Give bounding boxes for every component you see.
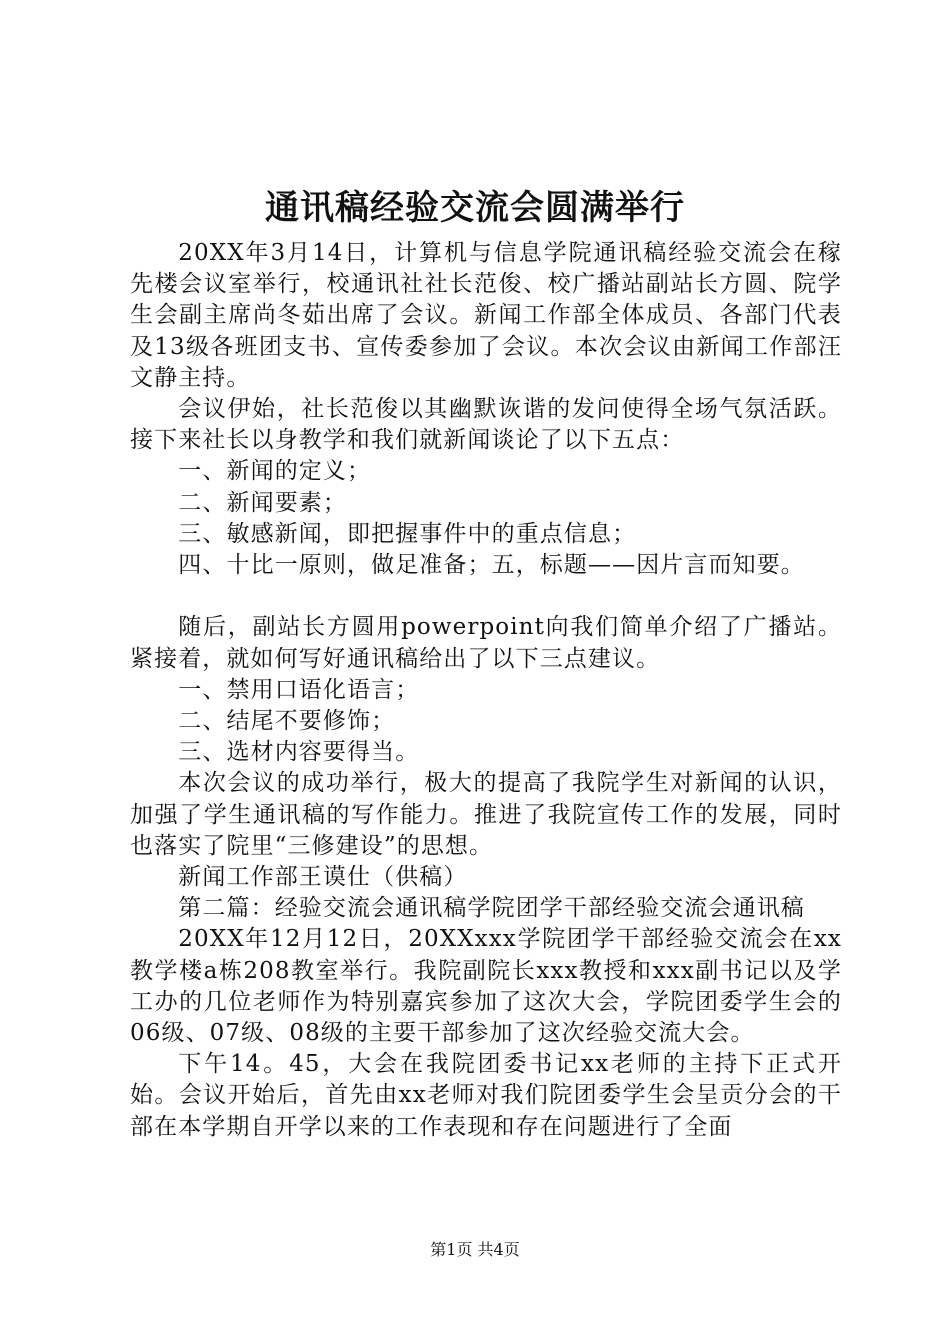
list-item: 二、新闻要素；	[178, 489, 347, 516]
page-number: 第1页 共4页	[430, 1240, 520, 1259]
blank-line	[130, 581, 842, 612]
section-heading: 第二篇：经验交流会通讯稿学院团学干部经验交流会通讯稿	[178, 895, 805, 922]
list-item: 二、结尾不要修饰；	[178, 708, 396, 735]
paragraph: 随后，副站长方圆用powerpoint向我们简单介绍了广播站。紧接着，就如何写好通讯稿给出了以下三点建议。	[130, 614, 842, 672]
document-body	[130, 238, 842, 1143]
list-item: 四、十比一原则，做足准备；五，标题——因片言而知要。	[178, 552, 805, 579]
byline: 新闻工作部王谟仕（供稿）	[178, 864, 468, 891]
paragraph: 会议伊始，社长范俊以其幽默诙谐的发问使得全场气氛活跃。接下来社长以身教学和我们就新闻谈论了以下五点：	[130, 396, 842, 454]
paragraph: 本次会议的成功举行，极大的提高了我院学生对新闻的认识，加强了学生通讯稿的写作能力。推进了我院宣传工作的发展，同时也落实了院里“三修建设”的思想。	[130, 770, 842, 859]
list-item: 一、新闻的定义；	[178, 458, 372, 485]
paragraph: 下午14。45，大会在我院团委书记xx老师的主持下正式开始。会议开始后，首先由xx老师对我们院团委学生会呈贡分会的干部在本学期自开学以来的工作表现和存在问题进行了全面	[130, 1051, 842, 1140]
paragraph: 20XX年3月14日，计算机与信息学院通讯稿经验交流会在稼先楼会议室举行，校通讯社社长范俊、校广播站副站长方圆、院学生会副主席尚冬茹出席了会议。新闻工作部全体成员、各部门代表及13级各班团支书、宣传委参加了会议。本次会议由新闻工作部汪文静主持。	[130, 240, 842, 391]
list-item: 三、选材内容要得当。	[178, 739, 420, 766]
list-item: 一、禁用口语化语言；	[178, 676, 420, 703]
paragraph: 20XX年12月12日，20XXxxx学院团学干部经验交流会在xx教学楼a栋208教室举行。我院副院长xxx教授和xxx副书记以及学工办的几位老师作为特别嘉宾参加了这次大会，学院团委学生会的06级、07级、08级的主要干部参加了这次经验交流大会。	[130, 926, 842, 1047]
list-item: 三、敏感新闻，即把握事件中的重点信息；	[178, 520, 637, 547]
document-title: 通讯稿经验交流会圆满举行	[265, 188, 685, 228]
